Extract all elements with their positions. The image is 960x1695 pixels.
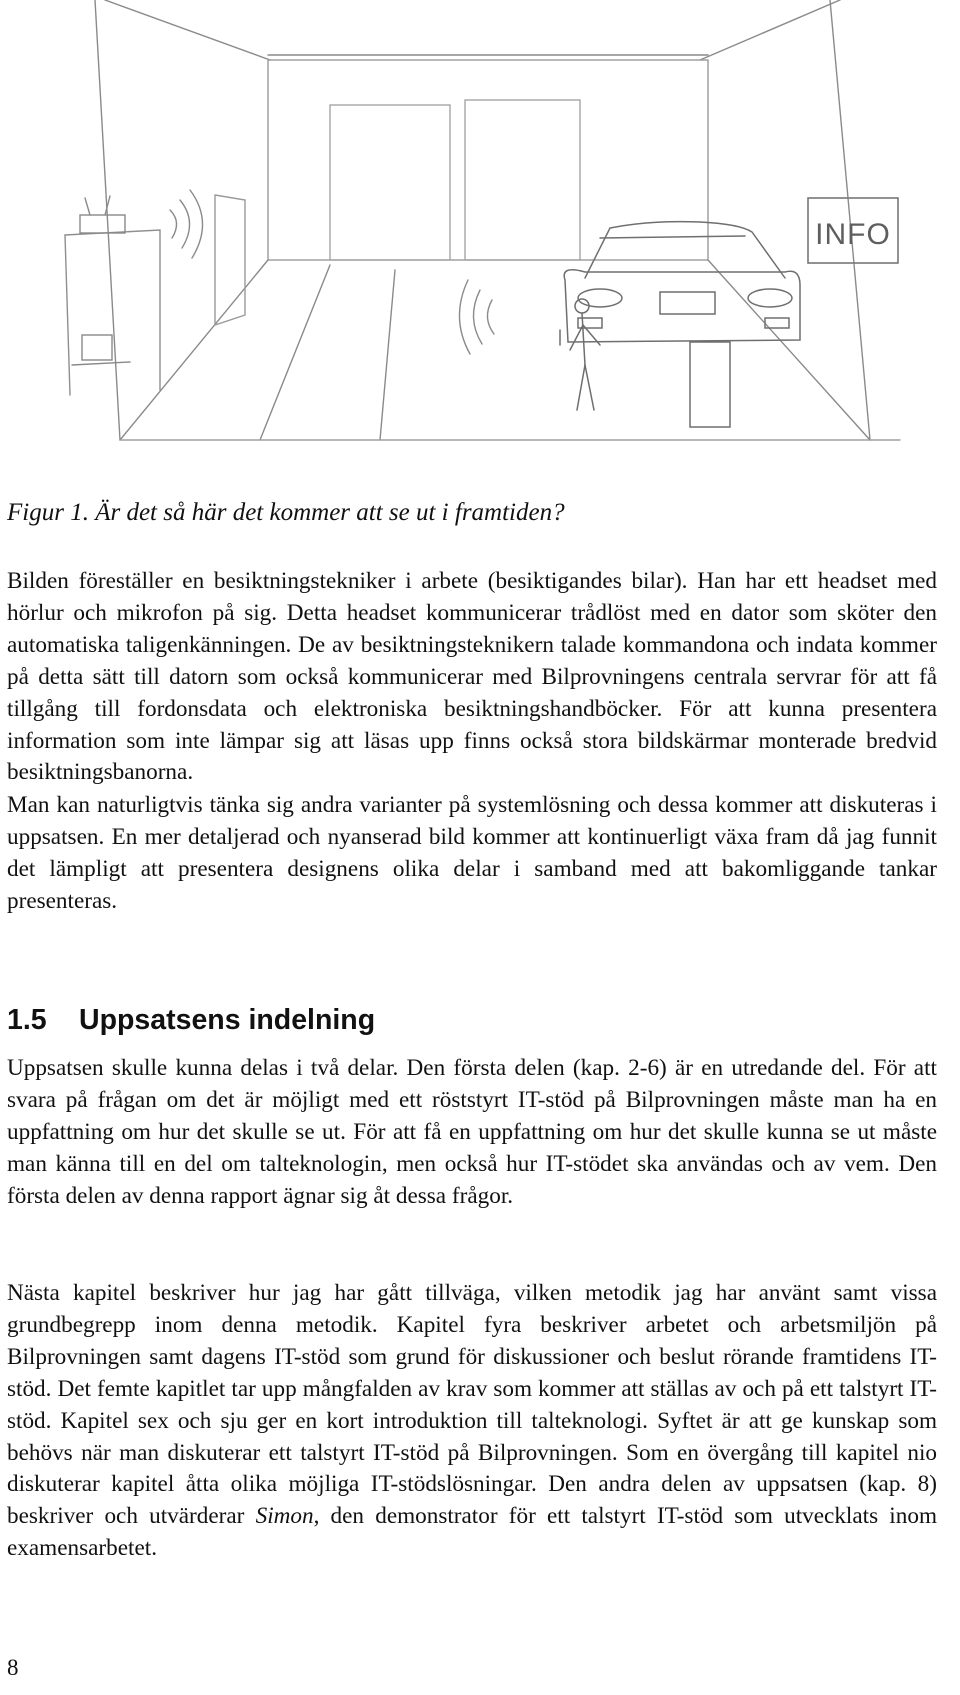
simon-emphasis: Simon — [255, 1503, 314, 1530]
paragraph-thesis-parts: Uppsatsen skulle kunna delas i två delar. Den första delen (kap. 2-6) är en utredande del. För att svara på frågan om det är möjligt med ett röststyrt IT-stöd på Bilprovningen måste man ha en uppfattning om hur det skulle se ut. För att få en uppfattning om hur det skulle kunna se ut måste man känna till en del om talteknologin, men också hur IT-stödet ska användas och av vem. Den första delen av denna rapport ägnar sig åt dessa frågor. — [7, 1055, 937, 1209]
figure-caption: Figur 1. Är det så här det kommer att se ut i framtiden? — [7, 499, 565, 526]
info-sign-text: INFO — [815, 218, 891, 251]
page-number: 8 — [7, 1655, 19, 1680]
section-title: Uppsatsens indelning — [79, 1004, 376, 1036]
section-number: 1.5 — [7, 1004, 47, 1036]
pencil-sketch-illustration — [0, 0, 935, 460]
paragraph-chapter-overview-text: Nästa kapitel beskriver hur jag har gått tillväga, vilken metodik jag har använt samt vissa grundbegrepp inom denna metodik. Kapitel fyra beskriver arbetet och arbetsmiljön på Bilprovningen samt dagens IT-stöd som grund för diskussioner och beslut rörande framtidens IT-stöd. Det femte kapitlet tar upp mångfalden av krav som kommer att ställas av och på ett talstyrt IT-stöd. Kapitel sex och sju ger en kort introduktion till talteknologi. Syftet är att ge kunskap som behövs när man diskuterar ett talstyrt IT-stöd på Bilprovningen. Som en övergång till kapitel nio diskuterar kapitel åtta olika möjliga IT-stödslösningar. Den andra delen av uppsatsen (kap. 8) beskriver och utvärderar — [7, 1280, 937, 1530]
paragraph-chapter-overview — [7, 1278, 937, 1565]
paragraph-variants: Man kan naturligtvis tänka sig andra varianter på systemlösning och dessa kommer att diskuteras i uppsatsen. En mer detaljerad och nyanserad bild kommer att kontinuerligt växa fram då jag funnit det lämpligt att presentera designens olika delar i samband med att bakomliggande tankar presenteras. — [7, 792, 937, 914]
paragraph-chapter-overview-end: , den demonstrator för ett talstyrt IT-stöd som utvecklats inom examensarbetet. — [7, 1503, 937, 1562]
paragraph-figure-description: Bilden föreställer en besiktningstekniker i arbete (besiktigandes bilar). Han har ett headset med hörlur och mikrofon på sig. Detta headset kommunicerar trådlöst med en dator som sköter den automatiska taligenkänningen. De av besiktningsteknikern talade kommandona och indata kommer på detta sätt till datorn som också kommunicerar med Bilprovningens centrala servrar för att få tillgång till fordonsdata och elektroniska besiktningshandböcker. För att kunna presentera information som inte lämpar sig att läsas upp finns också stora bildskärmar monterade bredvid besiktningsbanorna. — [7, 568, 937, 786]
section-heading — [7, 1004, 375, 1037]
